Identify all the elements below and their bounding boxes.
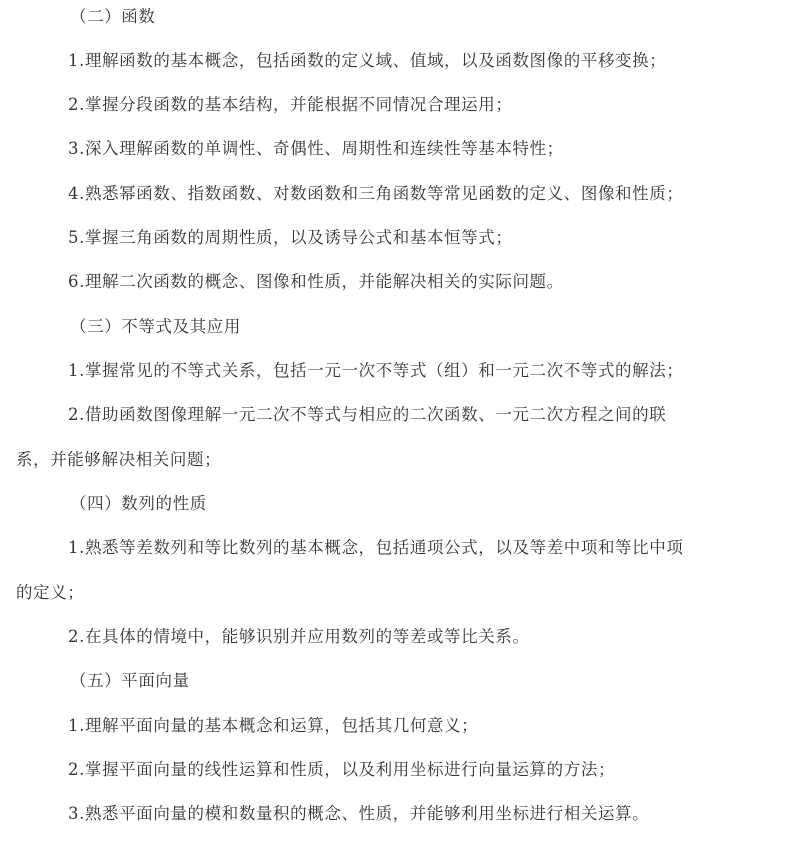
list-item: 1.熟悉等差数列和等比数列的基本概念，包括通项公式，以及等差中项和等比中项 (68, 538, 684, 557)
list-item: 6.理解二次函数的概念、图像和性质，并能解决相关的实际问题。 (68, 272, 564, 291)
list-item: 3.熟悉平面向量的模和数量积的概念、性质，并能够利用坐标进行相关运算。 (68, 804, 650, 823)
list-item: 2.借助函数图像理解一元二次不等式与相应的二次函数、一元二次方程之间的联 (68, 405, 667, 424)
list-item: 2.掌握分段函数的基本结构，并能根据不同情况合理运用； (68, 95, 513, 114)
section-heading-inequalities: （三）不等式及其应用 (70, 317, 241, 336)
section-heading-vectors: （五）平面向量 (70, 671, 190, 690)
list-item: 5.掌握三角函数的周期性质，以及诱导公式和基本恒等式； (68, 228, 513, 247)
list-item: 4.熟悉幂函数、指数函数、对数函数和三角函数等常见函数的定义、图像和性质； (68, 184, 684, 203)
list-item: 1.掌握常见的不等式关系，包括一元一次不等式（组）和一元二次不等式的解法； (68, 361, 684, 380)
list-item: 2.掌握平面向量的线性运算和性质，以及利用坐标进行向量运算的方法； (68, 760, 616, 779)
list-item-continuation: 系，并能够解决相关问题； (16, 450, 222, 469)
list-item: 2.在具体的情境中，能够识别并应用数列的等差或等比关系。 (68, 627, 530, 646)
list-item: 1.理解平面向量的基本概念和运算，包括其几何意义； (68, 716, 479, 735)
list-item-continuation: 的定义； (16, 583, 85, 602)
list-item: 3.深入理解函数的单调性、奇偶性、周期性和连续性等基本特性； (68, 139, 564, 158)
list-item: 1.理解函数的基本概念，包括函数的定义域、值域，以及函数图像的平移变换； (68, 51, 667, 70)
section-heading-sequences: （四）数列的性质 (70, 494, 207, 513)
section-heading-functions: （二）函数 (70, 7, 156, 26)
